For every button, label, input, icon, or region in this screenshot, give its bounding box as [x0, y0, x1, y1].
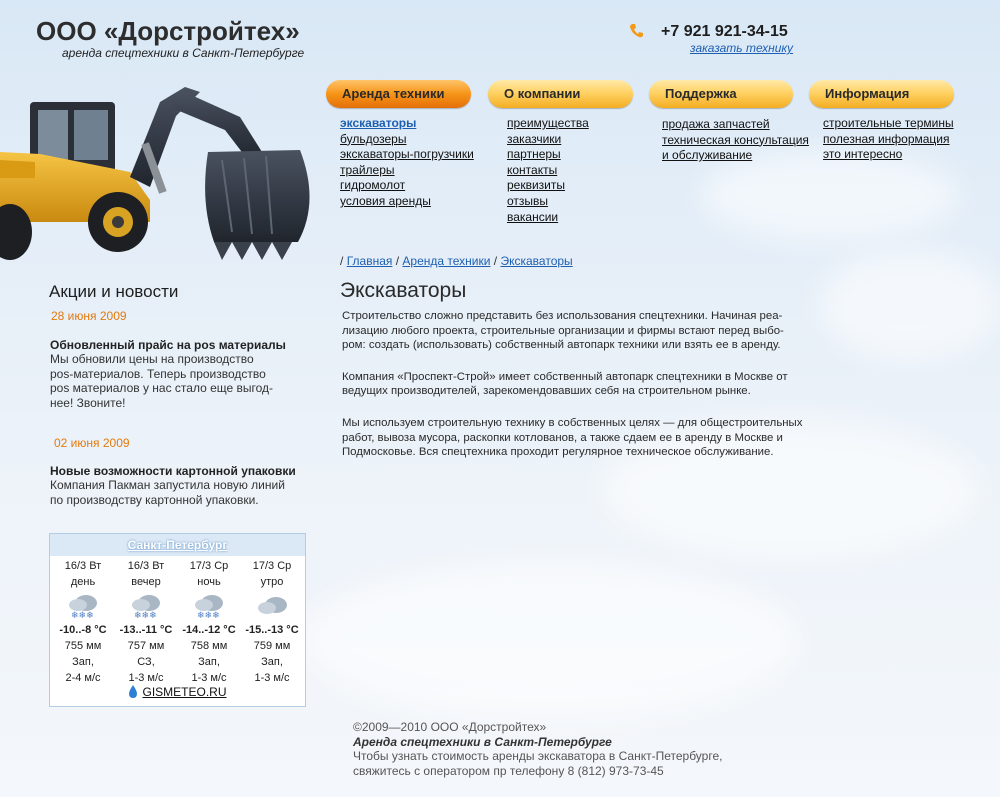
weather-column [242, 558, 302, 686]
weather-temperature: -13..-11 °C [119, 624, 173, 636]
weather-temperature: -15..-13 °C [245, 624, 299, 636]
breadcrumb [340, 254, 573, 268]
nav-rent-button[interactable]: Аренда техники [326, 80, 471, 108]
snow-cloud-icon [129, 592, 163, 620]
footer-note-line: Чтобы узнать стоимость аренды экскаватора в Санкт-Петербурге, [353, 749, 723, 763]
menu-construction-terms-link[interactable]: строительные термины [823, 116, 954, 130]
menu-backhoe-loaders-link[interactable]: экскаваторы-погрузчики [340, 147, 474, 162]
weather-daypart: утро [260, 576, 284, 588]
content-line: Компания «Проспект-Строй» имеет собственный автопарк спецтехники в Москве от [342, 370, 788, 383]
footer [353, 720, 722, 778]
menu-spare-parts-link[interactable]: продажа запчастей [662, 117, 770, 131]
excavator-image [0, 82, 322, 267]
menu-partners-link[interactable]: партнеры [507, 147, 561, 162]
news-date: 28 июня 2009 [51, 309, 127, 323]
content-paragraph [342, 416, 827, 460]
menu-useful-info-link[interactable]: полезная информация [823, 131, 950, 146]
menu-customers-link[interactable]: заказчики [507, 131, 562, 146]
content-line: ведущих производителей, зарекомендовавших себя на строительном рынке. [342, 385, 751, 398]
menu-contacts-link[interactable]: контакты [507, 162, 558, 177]
news-line: нее! Звоните! [50, 395, 126, 410]
weather-date: 17/3 Ср [189, 560, 229, 572]
menu-interesting-link[interactable]: это интересно [823, 147, 903, 162]
news-line: pos материалов у нас стало еще выгод- [50, 381, 274, 395]
order-equipment-link[interactable]: заказать технику [690, 41, 794, 55]
weather-pressure: 757 мм [127, 640, 165, 652]
weather-wind-direction: СЗ, [137, 656, 155, 668]
water-drop-icon [128, 685, 138, 698]
news-line: Компания Пакман запустила новую линий [50, 478, 285, 492]
breadcrumb-separator: / [493, 254, 498, 268]
menu-bulldozers-link[interactable]: бульдозеры [340, 131, 407, 146]
news-section-title: Акции и новости [49, 282, 179, 301]
news-line: Мы обновили цены на производство [50, 352, 254, 366]
breadcrumb-excavators-link[interactable]: Экскаваторы [500, 254, 573, 268]
support-submenu [662, 117, 809, 164]
news-headline[interactable]: Обновленный прайс на pos материалы [50, 338, 286, 352]
rent-submenu [340, 116, 474, 210]
menu-reviews-link[interactable]: отзывы [507, 193, 549, 208]
weather-city-header [50, 534, 305, 556]
weather-daypart: ночь [197, 576, 221, 588]
news-date: 02 июня 2009 [54, 436, 130, 450]
weather-date: 16/3 Вт [64, 560, 102, 572]
menu-requisites-link[interactable]: реквизиты [507, 178, 566, 193]
news-line: по производству картонной упаковки. [50, 492, 259, 507]
weather-widget [49, 533, 306, 707]
breadcrumb-separator: / [395, 254, 400, 268]
main-content [342, 309, 827, 477]
menu-trailers-link[interactable]: трайлеры [340, 162, 395, 177]
svg-text:❄❄❄: ❄❄❄ [71, 611, 94, 620]
snow-cloud-icon [192, 592, 226, 620]
site-tagline: аренда спецтехники в Санкт-Петербурге [62, 46, 305, 60]
weather-pressure: 758 мм [190, 640, 228, 652]
weather-wind-direction: Зап, [198, 656, 220, 668]
company-submenu [507, 116, 589, 225]
weather-temperature: -10..-8 °C [59, 624, 107, 636]
news-line: pos-материалов. Теперь производство [50, 366, 266, 381]
content-line: работ, вывоза мусора, раскопки котлованов, а также сдаем ее в аренду в Москве и [342, 431, 783, 444]
weather-pressure: 755 мм [64, 640, 102, 652]
content-line: Подмосковье. Вся спецтехника проходит регулярное техническое обслуживание. [342, 446, 774, 459]
site-logo-text[interactable]: ООО «Дорстройтех» [36, 16, 300, 46]
phone-icon [628, 22, 646, 40]
weather-city-link[interactable]: Санкт-Петербург [127, 538, 228, 552]
weather-column [116, 558, 176, 686]
phone-number: +7 921 921-34-15 [661, 23, 788, 40]
snow-cloud-icon [66, 592, 100, 620]
menu-vacancies-link[interactable]: вакансии [507, 209, 559, 224]
footer-copyright: ©2009—2010 ООО «Дорстройтех» [353, 720, 547, 734]
cloudy-icon [255, 592, 289, 620]
page-title: Экскаваторы [340, 279, 467, 302]
breadcrumb-separator: / [340, 254, 344, 268]
footer-tagline: Аренда спецтехники в Санкт-Петербурге [353, 734, 612, 749]
content-line: Строительство сложно представить без использования спецтехники. Начиная реа- [342, 310, 783, 322]
menu-maintenance-link[interactable]: и обслуживание [662, 148, 753, 163]
weather-date: 17/3 Ср [252, 560, 292, 572]
weather-wind-direction: Зап, [261, 656, 283, 668]
breadcrumb-rent-link[interactable]: Аренда техники [402, 254, 491, 268]
svg-text:❄❄❄: ❄❄❄ [197, 611, 220, 620]
content-line: ром: создать (использовать) собственный автопарк техники или взять ее в аренду. [342, 339, 781, 352]
content-line: Мы используем строительную технику в собственных целях — для общестроительных [342, 416, 803, 429]
breadcrumb-home-link[interactable]: Главная [346, 254, 393, 268]
menu-advantages-link[interactable]: преимущества [507, 116, 589, 130]
weather-wind-speed: 2-4 м/с [65, 672, 101, 684]
weather-temperature: -14..-12 °C [182, 624, 236, 636]
footer-note [353, 749, 722, 778]
weather-source [50, 685, 305, 699]
weather-wind-speed: 1-3 м/с [254, 672, 290, 684]
menu-rent-terms-link[interactable]: условия аренды [340, 193, 431, 208]
nav-info-button[interactable]: Информация [809, 80, 954, 108]
news-body [50, 352, 290, 410]
svg-text:❄❄❄: ❄❄❄ [134, 611, 157, 620]
news-headline[interactable]: Новые возможности картонной упаковки [50, 464, 296, 478]
weather-wind-direction: Зап, [72, 656, 94, 668]
weather-daypart: вечер [131, 576, 161, 588]
menu-excavators-link[interactable]: экскаваторы [340, 116, 417, 130]
nav-company-button[interactable]: О компании [488, 80, 633, 108]
weather-date: 16/3 Вт [127, 560, 165, 572]
weather-daypart: день [70, 576, 96, 588]
nav-support-button[interactable]: Поддержка [649, 80, 793, 108]
footer-note-line: свяжитесь с оператором пр телефону 8 (812) 973-73-45 [353, 763, 664, 778]
weather-wind-speed: 1-3 м/с [128, 672, 164, 684]
weather-wind-speed: 1-3 м/с [191, 672, 227, 684]
news-body [50, 478, 290, 507]
weather-pressure: 759 мм [253, 640, 291, 652]
menu-tech-consulting-link[interactable]: техническая консультация [662, 132, 809, 147]
menu-hydrohammer-link[interactable]: гидромолот [340, 178, 406, 193]
info-submenu [823, 116, 954, 163]
content-paragraph [342, 309, 827, 353]
weather-column [53, 558, 113, 686]
content-paragraph [342, 370, 827, 399]
gismeteo-link[interactable]: GISMETEO.RU [142, 685, 227, 699]
weather-column [179, 558, 239, 686]
content-line: лизацию любого проекта, строительные организации и фирмы встают перед выбо- [342, 324, 784, 337]
